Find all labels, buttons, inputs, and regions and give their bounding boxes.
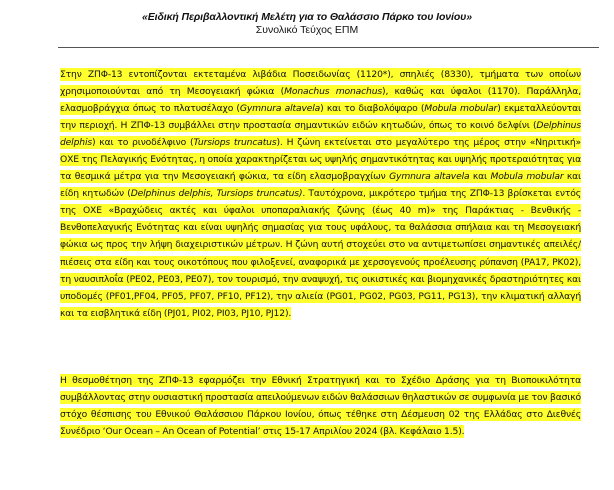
text-run: και [469,171,491,183]
highlighted-text [60,68,581,320]
text-run: ), καθώς και ύφαλοι (1170). Παράλληλα, ελασμοβράγχια όπως το πλατυσέλαχο ( [60,86,581,115]
species-name: Delphinus delphis, Tursiops truncatus) [130,188,303,200]
species-name: Tursiops truncatus [193,137,277,149]
species-name: Monachus monachus [284,86,383,98]
species-name: Gymnura altavela [239,103,321,115]
paragraph-2 [60,372,581,440]
text-run: Στην ΖΠΦ-13 εντοπίζονται εκτεταμένα λιβάδια Ποσειδωνίας (1120*), σπηλιές (8330), τμήματα των οποίων χρησιμοποιούνται από τη Μεσογειακή φώκια ( [60,69,581,98]
text-run: ) εκμεταλλεύονται την περιοχή. Η ΖΠΦ-13 συμβάλλει στην προστασία σημαντικών ειδών κητωδών, όπως το κοινό δελφίνι ( [60,103,582,132]
species-name: Mobula mobular [424,103,498,115]
species-name: Delphinus delphis [60,120,581,149]
species-name: Mobula mobular [490,171,564,183]
paragraph-1 [60,66,581,322]
document-title: «Ειδική Περιβαλλοντική Μελέτη για το Θαλάσσιο Πάρκο του Ιονίου» [142,11,472,23]
text-run: και είδη κητωδών ( [60,171,582,200]
text-run: . Ταυτόχρονα, μικρότερο τμήμα της ΖΠΦ-13 βρίσκεται εντός της ΟΧΕ «Βραχώδεις ακτές και ύφαλοι υποπαραλιακής ζώνης (έως 40 m)» της Παράκτιας - Βενθικής - Βενθοπελαγικής Ενότητας και είναι υψηλής σημασίας για τους υφάλους, τα θαλάσσια σπήλαια και τη Μεσογειακή φώκια ως προς την λήψη διαχειριστικών μέτρων. Η ζώνη αυτή στοχεύει στο να αντιμετωπίσει σημαντικές απειλές/πιέσεις στα είδη και τους οικοτόπους που φιλοξενεί, αναφορικά με χερσογενούς προέλευσης ρύπανση (PA17, PK02), τη ναυσιπλοΐα (PE02, PE03, PE07), τον τουρισμό, την αναψυχή, τις οικιστικές και βιομηχανικές δραστηριότητες και υποδομές (PF01,PF04, PF05, PF07, PF10, PF12), την αλιεία (PG01, PG02, PG03, PG11, PG13), την κλιματική αλλαγή και τα εισβλητικά είδη (PJ01, PI02, PI03, PJ10, PJ12). [60,188,582,319]
text-run: ) και το διαβολόψαρο ( [320,103,425,115]
text-run: Η θεσμοθέτηση της ΖΠΦ-13 εφαρμόζει την Εθνική Στρατηγική και το Σχέδιο Δράσης για τη Βιοποικιλότητα συμβάλλοντας στην ουσιαστική προστασία απειλούμενων ειδών θαλάσσιων θηλαστικών σε συμφωνία με τον βασικό στόχο θέσπισης του Εθνικού Θαλάσσιου Πάρκου Ιονίου, όπως τέθηκε στη Δέσμευση 02 της Ελλάδας στο Διεθνές Συνέδριο ‘Our Ocean – An Ocean of Potential’ στις 15-17 Απριλίου 2024 (βλ. Κεφάλαιο 1.5). [60,375,581,438]
header-divider [58,47,599,48]
highlighted-text [60,374,581,438]
document-subtitle: Συνολικό Τεύχος ΕΠΜ [255,24,359,36]
species-name: Gymnura altavela [389,171,470,183]
text-run: ) και το ρινοδέλφινο ( [91,137,194,149]
text-run: ). Η ζώνη εκτείνεται στο μεγαλύτερο της μέρος στην «Νηριτική» ΟΧΕ της Πελαγικής Ενότητας, η οποία χαρακτηρίζεται ως υψηλής σημαντικότητας και υψηλής προτεραιότητας για τα θεσμικά μέτρα για την Μεσογειακή φώκια, τα είδη ελασμοβραγχίων [60,137,581,183]
page-header [0,10,614,37]
